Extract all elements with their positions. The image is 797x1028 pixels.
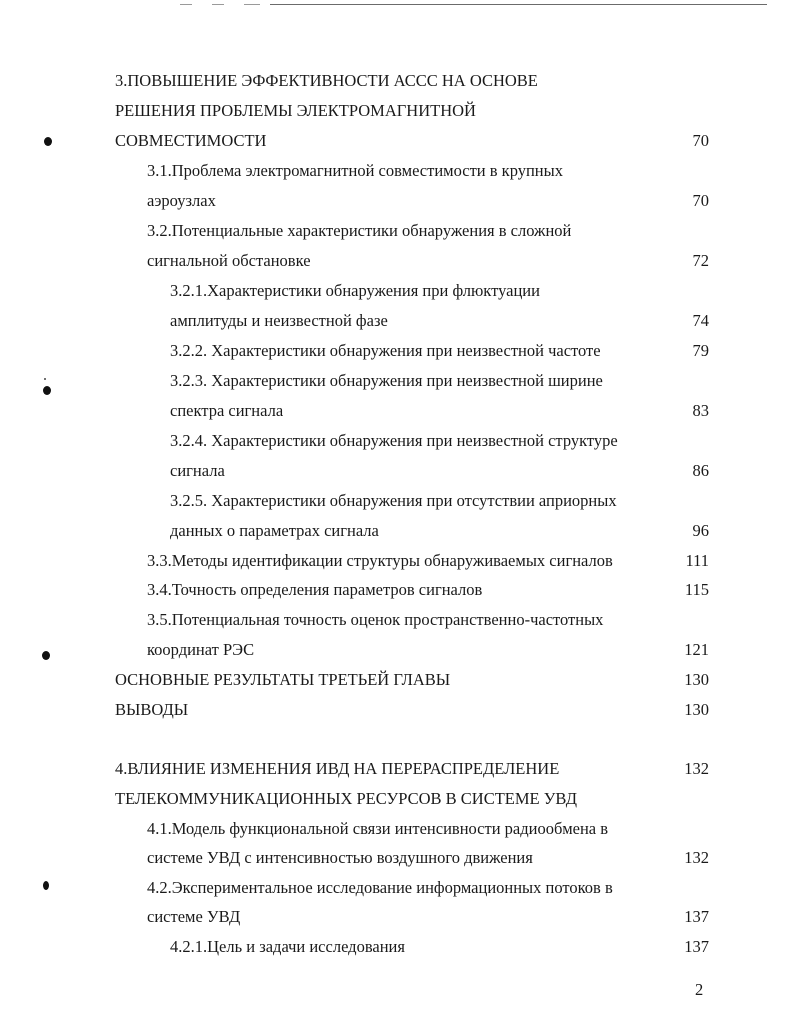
toc-entry-page: 130 — [684, 670, 709, 689]
toc-entry — [0, 665, 797, 695]
toc-entry-text: РЕШЕНИЯ ПРОБЛЕМЫ ЭЛЕКТРОМАГНИТНОЙ — [115, 101, 476, 120]
toc-entry — [0, 396, 797, 426]
toc-entry-text: координат РЭС — [147, 640, 255, 659]
toc-entry — [0, 366, 797, 396]
toc-entry — [0, 276, 797, 306]
toc-entry-text: 4.2.1.Цель и задачи исследования — [170, 937, 405, 956]
toc-entry-text: амплитуды и неизвестной фазе — [170, 311, 388, 330]
toc-entry — [0, 754, 797, 784]
toc-entry-page: 132 — [684, 759, 709, 778]
toc-entry — [0, 932, 797, 962]
toc-entry — [0, 605, 797, 635]
toc-entry — [0, 66, 797, 96]
toc-entry — [0, 426, 797, 456]
toc-entry-text: 4.ВЛИЯНИЕ ИЗМЕНЕНИЯ ИВД НА ПЕРЕРАСПРЕДЕЛЕНИЕ — [115, 759, 560, 778]
toc-entry-text: ТЕЛЕКОММУНИКАЦИОННЫХ РЕСУРСОВ В СИСТЕМЕ УВД — [115, 789, 578, 808]
toc-entry-text: 3.3.Методы идентификации структуры обнаруживаемых сигналов — [147, 551, 613, 570]
toc-entry-page: 79 — [692, 341, 709, 360]
toc-entry — [0, 246, 797, 276]
toc-entry-page: 70 — [692, 131, 709, 150]
toc-entry-page: 72 — [692, 251, 709, 270]
toc-entry-page: 137 — [684, 907, 709, 926]
toc-entry-page: 74 — [692, 311, 709, 330]
toc-entry-text: 3.2.4. Характеристики обнаружения при неизвестной структуре — [170, 431, 618, 450]
toc-entry-text: спектра сигнала — [170, 401, 284, 420]
toc-entry-page: 130 — [684, 700, 709, 719]
toc-entry — [0, 186, 797, 216]
toc-entry — [0, 546, 797, 576]
toc-entry-text: СОВМЕСТИМОСТИ — [115, 131, 267, 150]
toc-entry — [0, 784, 797, 814]
toc-entry-text: 3.ПОВЫШЕНИЕ ЭФФЕКТИВНОСТИ АССС НА ОСНОВЕ — [115, 71, 538, 90]
scan-line — [180, 4, 192, 5]
toc-entry — [0, 635, 797, 665]
toc-entry — [0, 216, 797, 246]
toc-entry-page: 115 — [684, 580, 709, 599]
toc-entry-text: ВЫВОДЫ — [115, 700, 189, 719]
toc-entry — [0, 96, 797, 126]
toc-entry — [0, 336, 797, 366]
toc-entry-text: 3.4.Точность определения параметров сигналов — [147, 580, 483, 599]
toc-entry-text: 3.2.3. Характеристики обнаружения при неизвестной ширине — [170, 371, 603, 390]
toc-entry — [0, 486, 797, 516]
toc-entry-text: 3.2.5. Характеристики обнаружения при отсутствии априорных — [170, 491, 617, 510]
page-number: 2 — [695, 980, 704, 999]
toc-entry-page: 86 — [692, 461, 709, 480]
toc-entry — [0, 516, 797, 546]
toc-entry-page: 121 — [684, 640, 709, 659]
toc-entry — [0, 873, 797, 903]
toc-entry — [0, 814, 797, 844]
toc-entry-text: сигнала — [170, 461, 225, 480]
toc-entry-text: 3.2.2. Характеристики обнаружения при неизвестной частоте — [170, 341, 601, 360]
toc-entry-page: 83 — [692, 401, 709, 420]
toc-entry-text: данных о параметрах сигнала — [170, 521, 379, 540]
toc-entry — [0, 456, 797, 486]
toc-entry — [0, 306, 797, 336]
toc-entry — [0, 695, 797, 725]
toc-entry-text: ОСНОВНЫЕ РЕЗУЛЬТАТЫ ТРЕТЬЕЙ ГЛАВЫ — [115, 670, 451, 689]
toc-entry-page: 111 — [685, 551, 709, 570]
scan-line — [212, 4, 224, 5]
toc-entry-page: 132 — [684, 848, 709, 867]
toc-entry-text: 3.5.Потенциальная точность оценок пространственно-частотных — [147, 610, 604, 629]
toc-entry-text: 3.1.Проблема электромагнитной совместимости в крупных — [147, 161, 563, 180]
toc-entry-text: аэроузлах — [147, 191, 216, 210]
scan-line — [270, 4, 767, 5]
toc-entry — [0, 902, 797, 932]
scan-line — [244, 4, 260, 5]
toc-entry — [0, 843, 797, 873]
toc-entry-text: системе УВД — [147, 907, 241, 926]
toc-entry — [0, 156, 797, 186]
toc-entry-text: 4.1.Модель функциональной связи интенсивности радиообмена в — [147, 819, 609, 838]
toc-entry — [0, 575, 797, 605]
toc-entry — [0, 126, 797, 156]
toc-entry-page: 96 — [692, 521, 709, 540]
toc-entry-text: 3.2.1.Характеристики обнаружения при флюктуации — [170, 281, 540, 300]
toc-entry-text: 4.2.Экспериментальное исследование информационных потоков в — [147, 878, 613, 897]
toc-entry-text: сигнальной обстановке — [147, 251, 311, 270]
toc-entry-text: 3.2.Потенциальные характеристики обнаружения в сложной — [147, 221, 572, 240]
toc-entry-text: системе УВД с интенсивностью воздушного движения — [147, 848, 533, 867]
toc-entry-page: 137 — [684, 937, 709, 956]
toc-entry-page: 70 — [692, 191, 709, 210]
